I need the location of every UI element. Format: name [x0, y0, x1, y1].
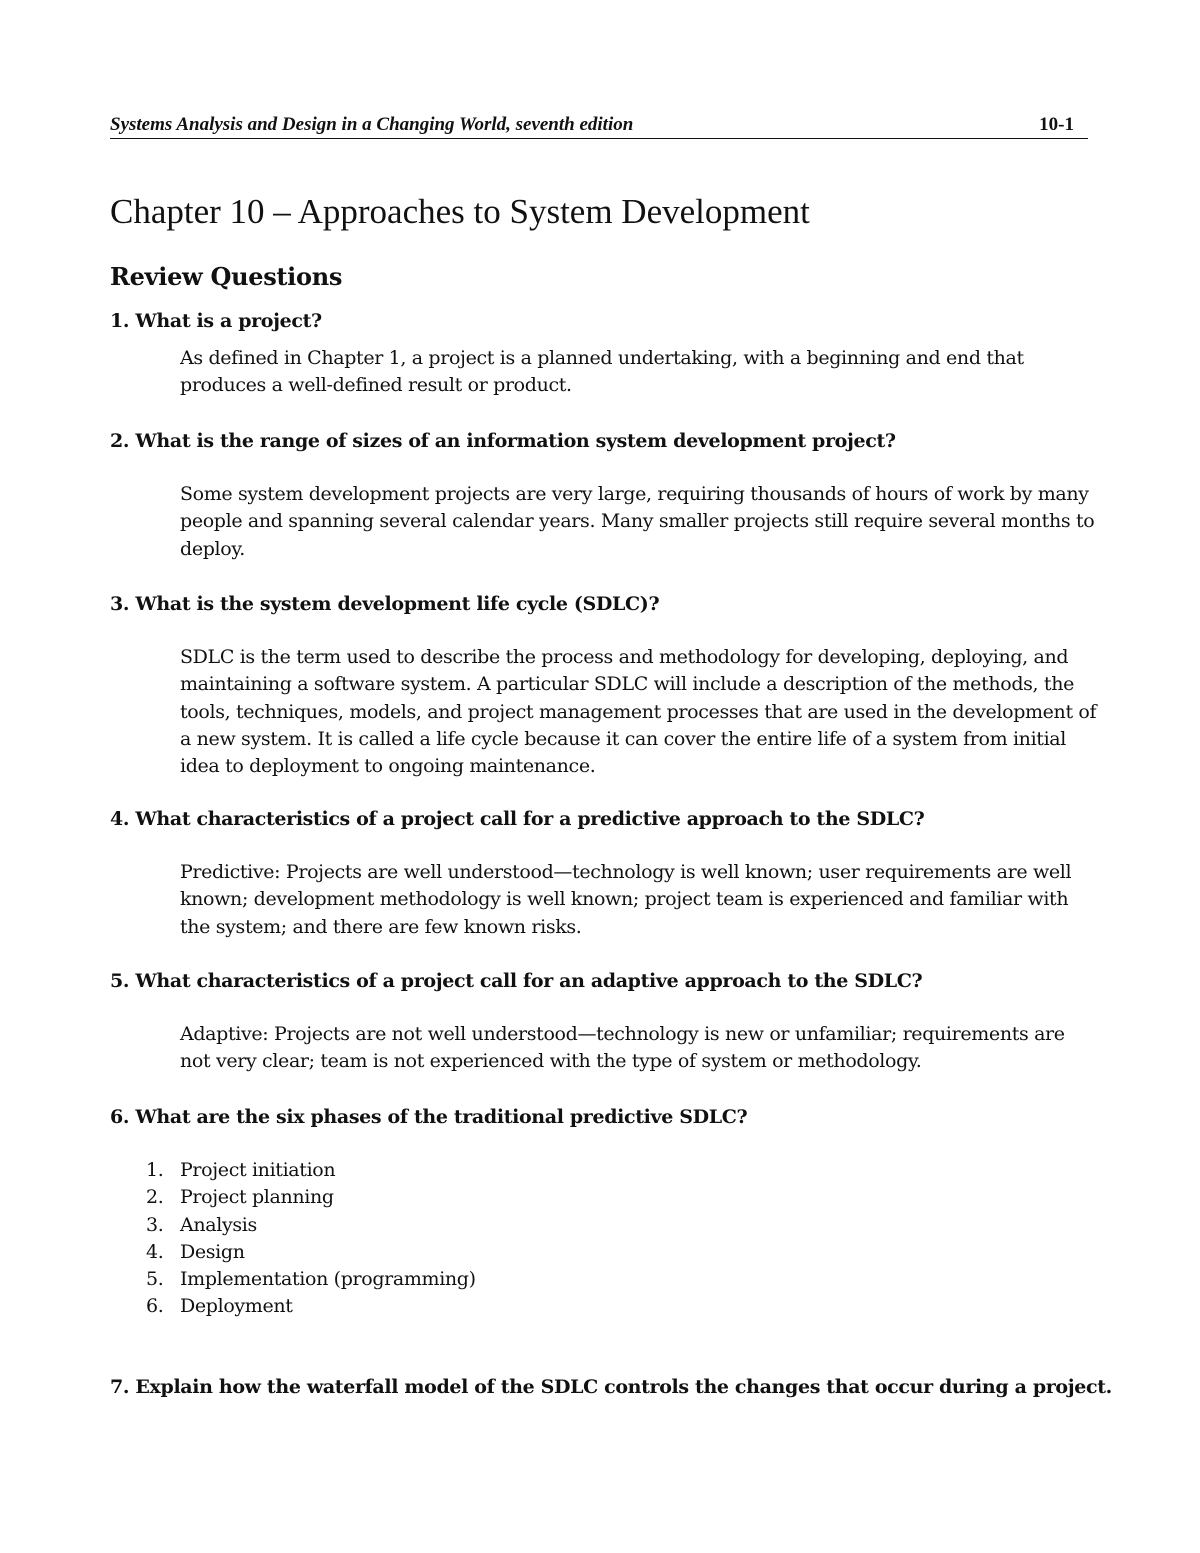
question-4: 4. What characteristics of a project call for a predictive approach to the SDLC?	[110, 808, 925, 830]
question-2: 2. What is the range of sizes of an information system development project?	[110, 430, 896, 452]
running-header	[110, 112, 1088, 139]
list-item: 5. Implementation (programming)	[146, 1268, 476, 1291]
list-item: 6. Deployment	[146, 1295, 293, 1318]
question-6: 6. What are the six phases of the traditional predictive SDLC?	[110, 1106, 748, 1128]
page-number: 10-1	[1039, 114, 1074, 135]
list-item: 2. Project planning	[146, 1186, 334, 1209]
question-7: 7. Explain how the waterfall model of the SDLC controls the changes that occur during a project.	[110, 1376, 1112, 1398]
chapter-title: Chapter 10 – Approaches to System Development	[110, 192, 810, 231]
answer-2: Some system development projects are very large, requiring thousands of hours of work by many people and spanning several calendar years. Many smaller projects still require several months to deploy.	[180, 483, 1095, 560]
list-item: 1. Project initiation	[146, 1159, 336, 1181]
sdlc-phase-list	[146, 1157, 476, 1321]
question-3: 3. What is the system development life cycle (SDLC)?	[110, 593, 660, 615]
question-5: 5. What characteristics of a project call for an adaptive approach to the SDLC?	[110, 970, 923, 992]
answer-4: Predictive: Projects are well understood—technology is well known; user requirements are well known; development methodology is well known; project team is experienced and familiar with the system; and there are few known risks.	[180, 861, 1072, 938]
book-title: Systems Analysis and Design in a Changing World, seventh edition	[110, 114, 634, 135]
answer-3: SDLC is the term used to describe the process and methodology for developing, deploying, and maintaining a software system. A particular SDLC will include a description of the methods, the tools, techniques, models, and project management processes that are used in the development of a new system. It is called a life cycle because it can cover the entire life of a system from initial idea to deployment to ongoing maintenance.	[180, 646, 1097, 778]
list-item: 4. Design	[146, 1240, 245, 1263]
question-1: 1. What is a project?	[110, 310, 322, 332]
section-title: Review Questions	[110, 262, 343, 291]
answer-5: Adaptive: Projects are not well understood—technology is new or unfamiliar; requirements are not very clear; team is not experienced with the type of system or methodology.	[180, 1023, 1065, 1073]
list-item: 3. Analysis	[146, 1213, 257, 1236]
answer-1: As defined in Chapter 1, a project is a planned undertaking, with a beginning and end that produces a well-defined result or product.	[180, 347, 1024, 397]
